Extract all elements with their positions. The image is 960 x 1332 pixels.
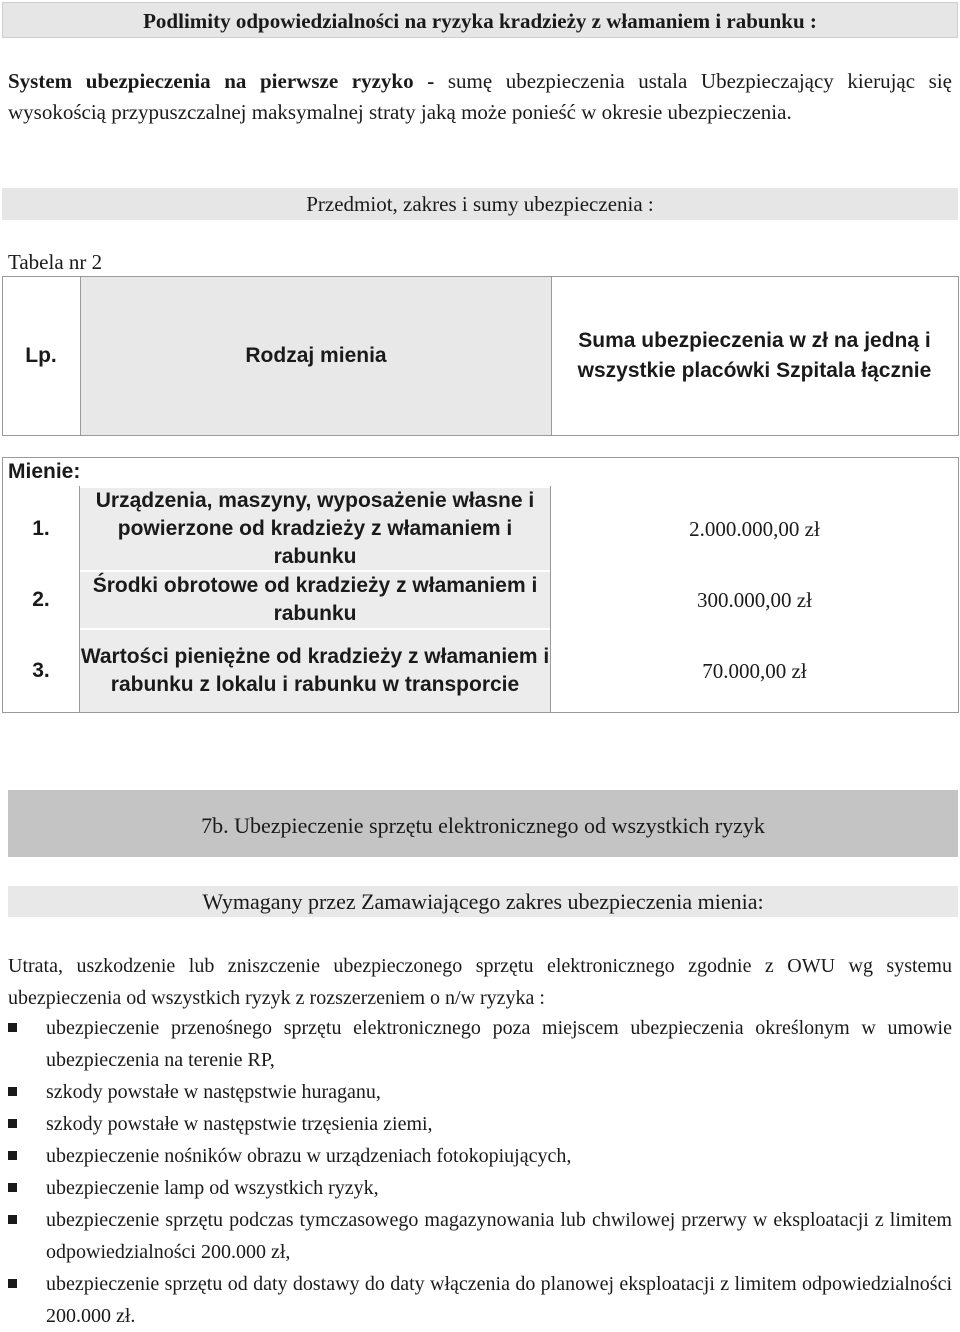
wymagany-heading: Wymagany przez Zamawiającego zakres ubezpieczenia mienia:: [8, 886, 958, 917]
list-item: [8, 1140, 952, 1172]
list-item: [8, 1172, 952, 1204]
group-label-mienie: Mienie:: [8, 460, 81, 483]
list-item-text: szkody powstałe w następstwie trzęsienia ziemi,: [46, 1113, 433, 1135]
row-name: Urządzenia, maszyny, wyposażenie własne i powierzone od kradzieży z włamaniem i rabunku: [80, 488, 550, 570]
table-body: [2, 457, 959, 713]
row-lp: 1.: [32, 517, 50, 540]
bullet-square-icon: [8, 1087, 17, 1096]
table-header: [2, 276, 959, 436]
system-text: sumę ubezpieczenia ustala Ubezpieczający kierując się wysokością przypuszczalnej maksymalnej straty jaką może ponieść w okresie ubezpieczenia.: [8, 69, 953, 124]
system-paragraph: [8, 66, 952, 128]
system-label: System ubezpieczenia na pierwsze ryzyko -: [8, 69, 435, 93]
intro-paragraph: Utrata, uszkodzenie lub zniszczenie ubezpieczonego sprzętu elektronicznego zgodnie z OWU wg systemu ubezpieczenia od wszystkich ryzyk z rozszerzeniem o n/w ryzyka :: [8, 955, 952, 1009]
section-heading: Podlimity odpowiedzialności na ryzyka kradzieży z włamaniem i rabunku :: [2, 2, 958, 38]
risk-list: [8, 1012, 952, 1332]
section-7b-heading: 7b. Ubezpieczenie sprzętu elektronicznego od wszystkich ryzyk: [8, 790, 958, 857]
list-item-text: ubezpieczenie sprzętu podczas tymczasowego magazynowania lub chwilowej przerwy w eksploatacji z limitem odpowiedzialności 200.000 zł,: [46, 1209, 952, 1263]
table-row: [3, 572, 958, 628]
tabela-label: Tabela nr 2: [8, 250, 103, 274]
bullet-square-icon: [8, 1183, 17, 1192]
list-item: [8, 1204, 952, 1268]
row-value: 70.000,00 zł: [702, 658, 807, 683]
row-name: Wartości pieniężne od kradzieży z włamaniem i rabunku z lokalu i rabunku w transporcie: [80, 630, 550, 712]
row-name: Środki obrotowe od kradzieży z włamaniem i rabunku: [80, 572, 550, 628]
row-lp: 2.: [32, 588, 50, 611]
header-rodzaj-mienia: Rodzaj mienia: [80, 277, 552, 435]
header-lp: Lp.: [25, 344, 57, 367]
przedmiot-heading: Przedmiot, zakres i sumy ubezpieczenia :: [2, 188, 958, 220]
bullet-square-icon: [8, 1279, 17, 1288]
list-item-text: ubezpieczenie sprzętu od daty dostawy do daty włączenia do planowej eksploatacji z limitem odpowiedzialności 200.000 zł.: [46, 1273, 952, 1327]
list-item: [8, 1076, 952, 1108]
bullet-square-icon: [8, 1119, 17, 1128]
row-lp: 3.: [32, 659, 50, 682]
list-item: [8, 1012, 952, 1076]
row-value: 300.000,00 zł: [697, 587, 812, 612]
list-item-text: ubezpieczenie przenośnego sprzętu elektronicznego poza miejscem ubezpieczenia określonym w umowie ubezpieczenia na terenie RP,: [46, 1017, 952, 1071]
list-item: [8, 1108, 952, 1140]
bullet-square-icon: [8, 1215, 17, 1224]
list-item-text: ubezpieczenie lamp od wszystkich ryzyk,: [46, 1177, 379, 1199]
bullet-square-icon: [8, 1151, 17, 1160]
table-row: [3, 630, 958, 712]
list-item-text: ubezpieczenie nośników obrazu w urządzeniach fotokopiujących,: [46, 1145, 572, 1167]
row-value: 2.000.000,00 zł: [689, 516, 820, 541]
list-item-text: szkody powstałe w następstwie huraganu,: [46, 1081, 381, 1103]
bullet-square-icon: [8, 1023, 17, 1032]
header-suma: Suma ubezpieczenia w zł na jedną i wszystkie placówki Szpitala łącznie: [577, 329, 932, 382]
table-row: [3, 488, 958, 570]
list-item: [8, 1268, 952, 1332]
